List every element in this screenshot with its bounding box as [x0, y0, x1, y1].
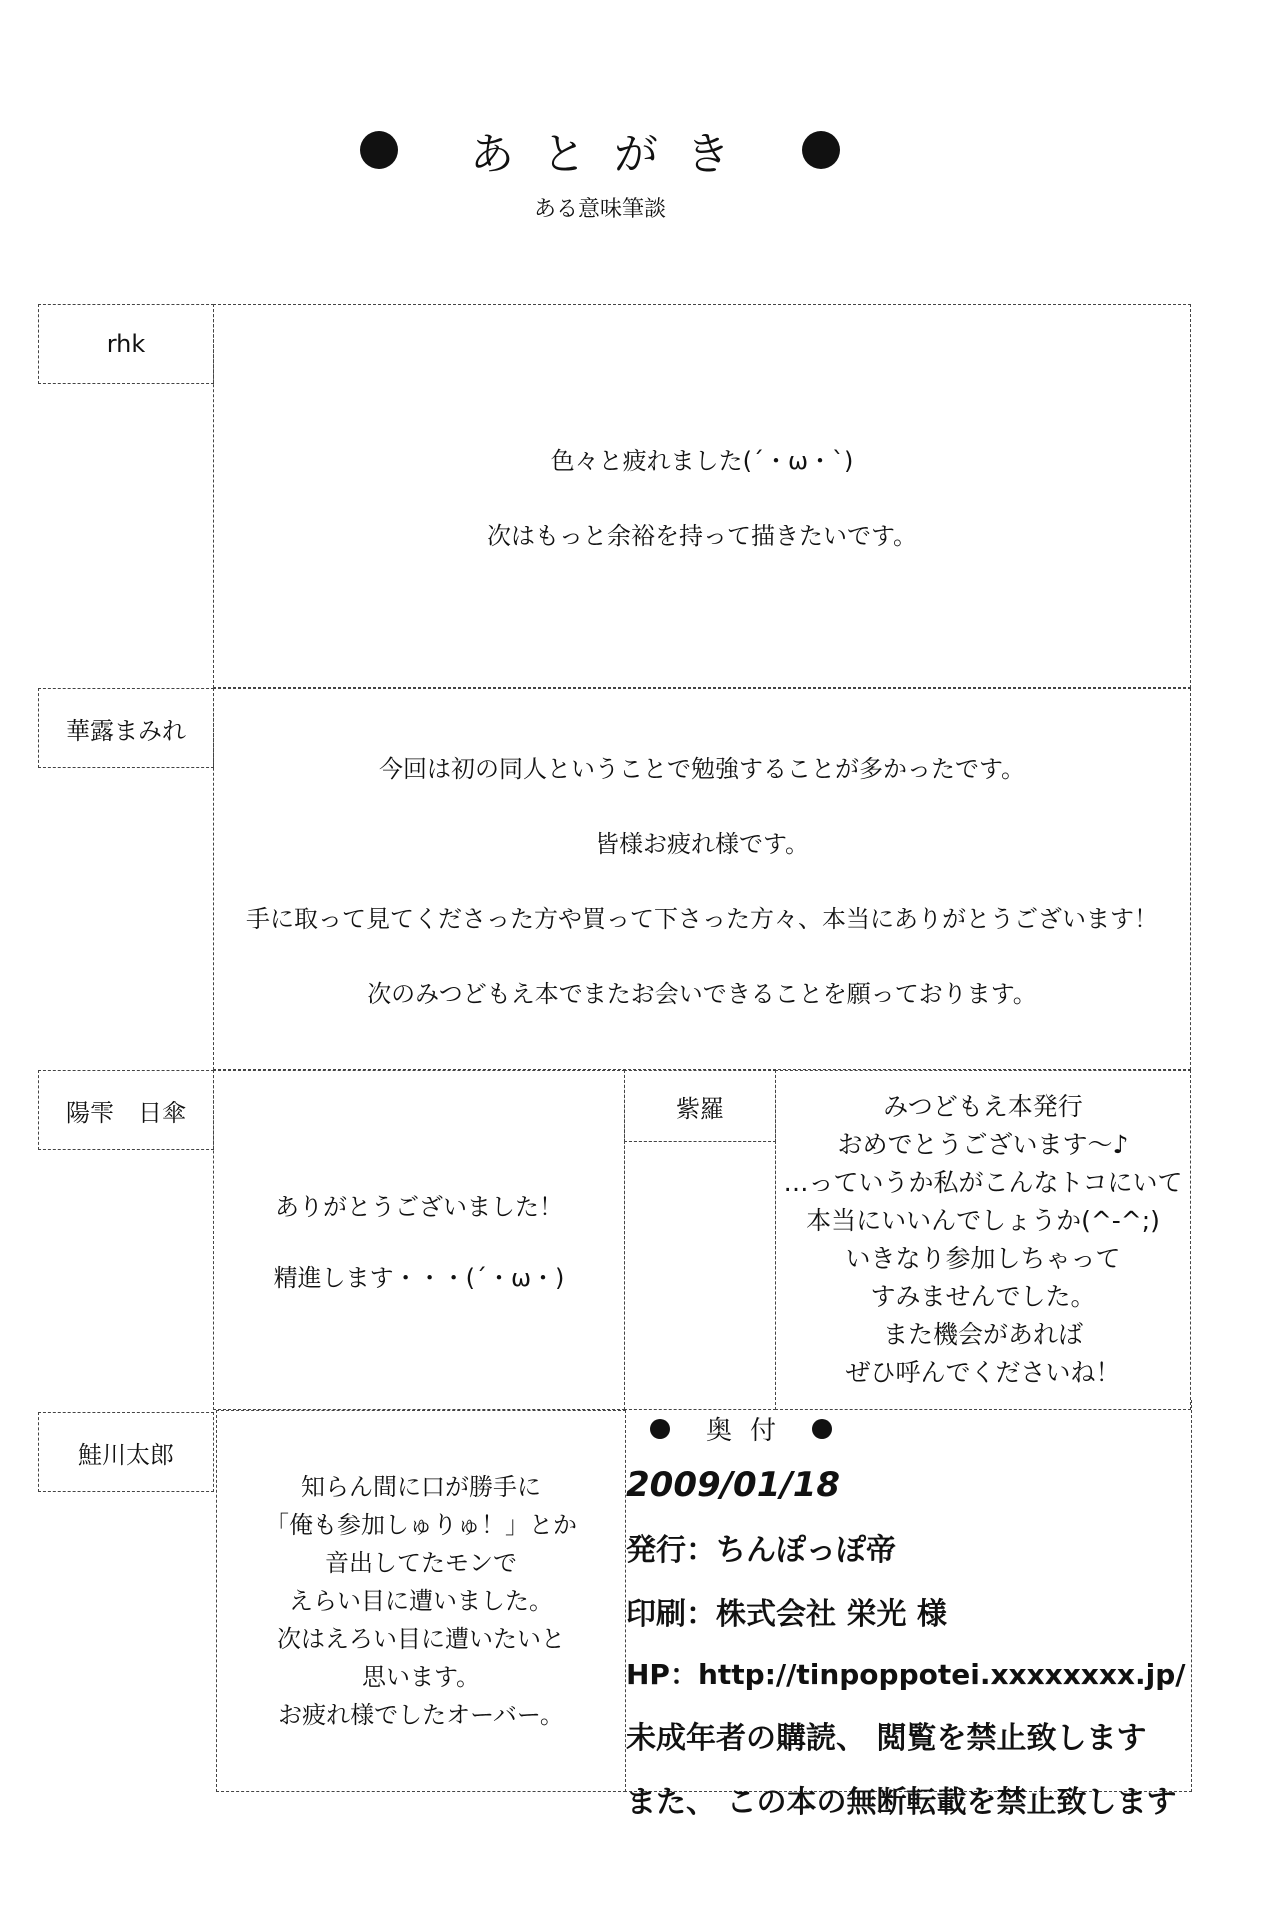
age-notice: 未成年者の購読、 閲覧を禁止致します — [626, 1721, 1147, 1756]
colophon-heading — [636, 1410, 846, 1447]
author-name: 華露まみれ — [66, 716, 186, 745]
author-label-hisame — [38, 1070, 214, 1150]
message-line: すみませんでした。 — [870, 1282, 1096, 1311]
afterword-title — [360, 120, 840, 180]
message-line: ぜひ呼んでくださいね！ — [845, 1358, 1121, 1387]
page-subtitle: ある意味筆談 — [533, 197, 666, 222]
message-line: みつどもえ本発行 — [883, 1092, 1083, 1121]
message-line: 音出してたモンで — [325, 1549, 517, 1577]
page-title: あとがき — [470, 129, 758, 180]
message-line: 次のみつどもえ本でまたお会いできることを願っております。 — [367, 980, 1037, 1008]
author-message-hanaro — [213, 688, 1191, 1070]
message-line: 次はえろい目に遭いたいと — [277, 1625, 565, 1653]
author-label-rhk — [38, 304, 214, 384]
publish-date: 2009/01/18 — [626, 1465, 841, 1505]
author-message-shira — [775, 1070, 1191, 1410]
author-message-rhk — [213, 304, 1191, 688]
message-line: 「俺も参加しゅりゅ！」とか — [265, 1511, 577, 1539]
copyright-notice: また、 この本の無断転載を禁止致します — [626, 1785, 1177, 1820]
message-line: 知らん間に口が勝手に — [301, 1473, 541, 1501]
message-line: また機会があれば — [882, 1320, 1083, 1349]
blank-panel — [624, 1141, 776, 1410]
bullet-dot-icon — [650, 1419, 670, 1439]
message-line: えらい目に遭いました。 — [289, 1587, 553, 1615]
message-line: 精進します・・・(´・ω・) — [273, 1264, 565, 1292]
message-line: 思います。 — [361, 1663, 481, 1691]
colophon — [626, 1410, 1186, 1841]
colophon-title: 奥付 — [705, 1416, 794, 1446]
message-line: おめでとうございます～♪ — [837, 1130, 1129, 1159]
author-label-hanaro — [38, 688, 214, 768]
message-line: いきなり参加しちゃって — [845, 1244, 1121, 1273]
message-line: 今回は初の同人ということで勉強することが多かったです。 — [378, 755, 1026, 783]
publisher: 発行：ちんぽっぽ帝 — [626, 1533, 896, 1568]
message-line: 皆様お疲れ様です。 — [594, 830, 810, 858]
homepage-url: HP：http://tinpoppotei.xxxxxxxx.jp/ — [626, 1658, 1186, 1691]
message-line: 色々と疲れました(´・ω・`) — [550, 447, 854, 475]
message-line: 手に取って見てくださった方や買って下さった方々、本当にありがとうございます！ — [246, 905, 1158, 933]
bullet-dot-icon — [802, 131, 840, 169]
author-name: rhk — [106, 330, 146, 358]
author-name: 紫羅 — [676, 1094, 724, 1123]
message-line: 次はもっと余裕を持って描きたいです。 — [486, 522, 918, 550]
author-name: 鮭川太郎 — [78, 1440, 174, 1469]
message-line: お疲れ様でしたオーバー。 — [278, 1701, 564, 1729]
bullet-dot-icon — [360, 131, 398, 169]
message-line: …っていうか私がこんなトコにいて — [783, 1168, 1183, 1197]
author-label-shira — [624, 1070, 776, 1142]
author-message-shake — [216, 1410, 626, 1792]
message-line: 本当にいいんでしょうか(^-^;) — [806, 1206, 1160, 1235]
printer: 印刷：株式会社 栄光 様 — [626, 1597, 947, 1632]
author-label-shake — [38, 1412, 214, 1492]
message-line: ありがとうございました！ — [275, 1193, 563, 1221]
author-name: 陽雫 日傘 — [66, 1098, 186, 1127]
bullet-dot-icon — [812, 1419, 832, 1439]
author-message-hisame — [213, 1070, 625, 1410]
